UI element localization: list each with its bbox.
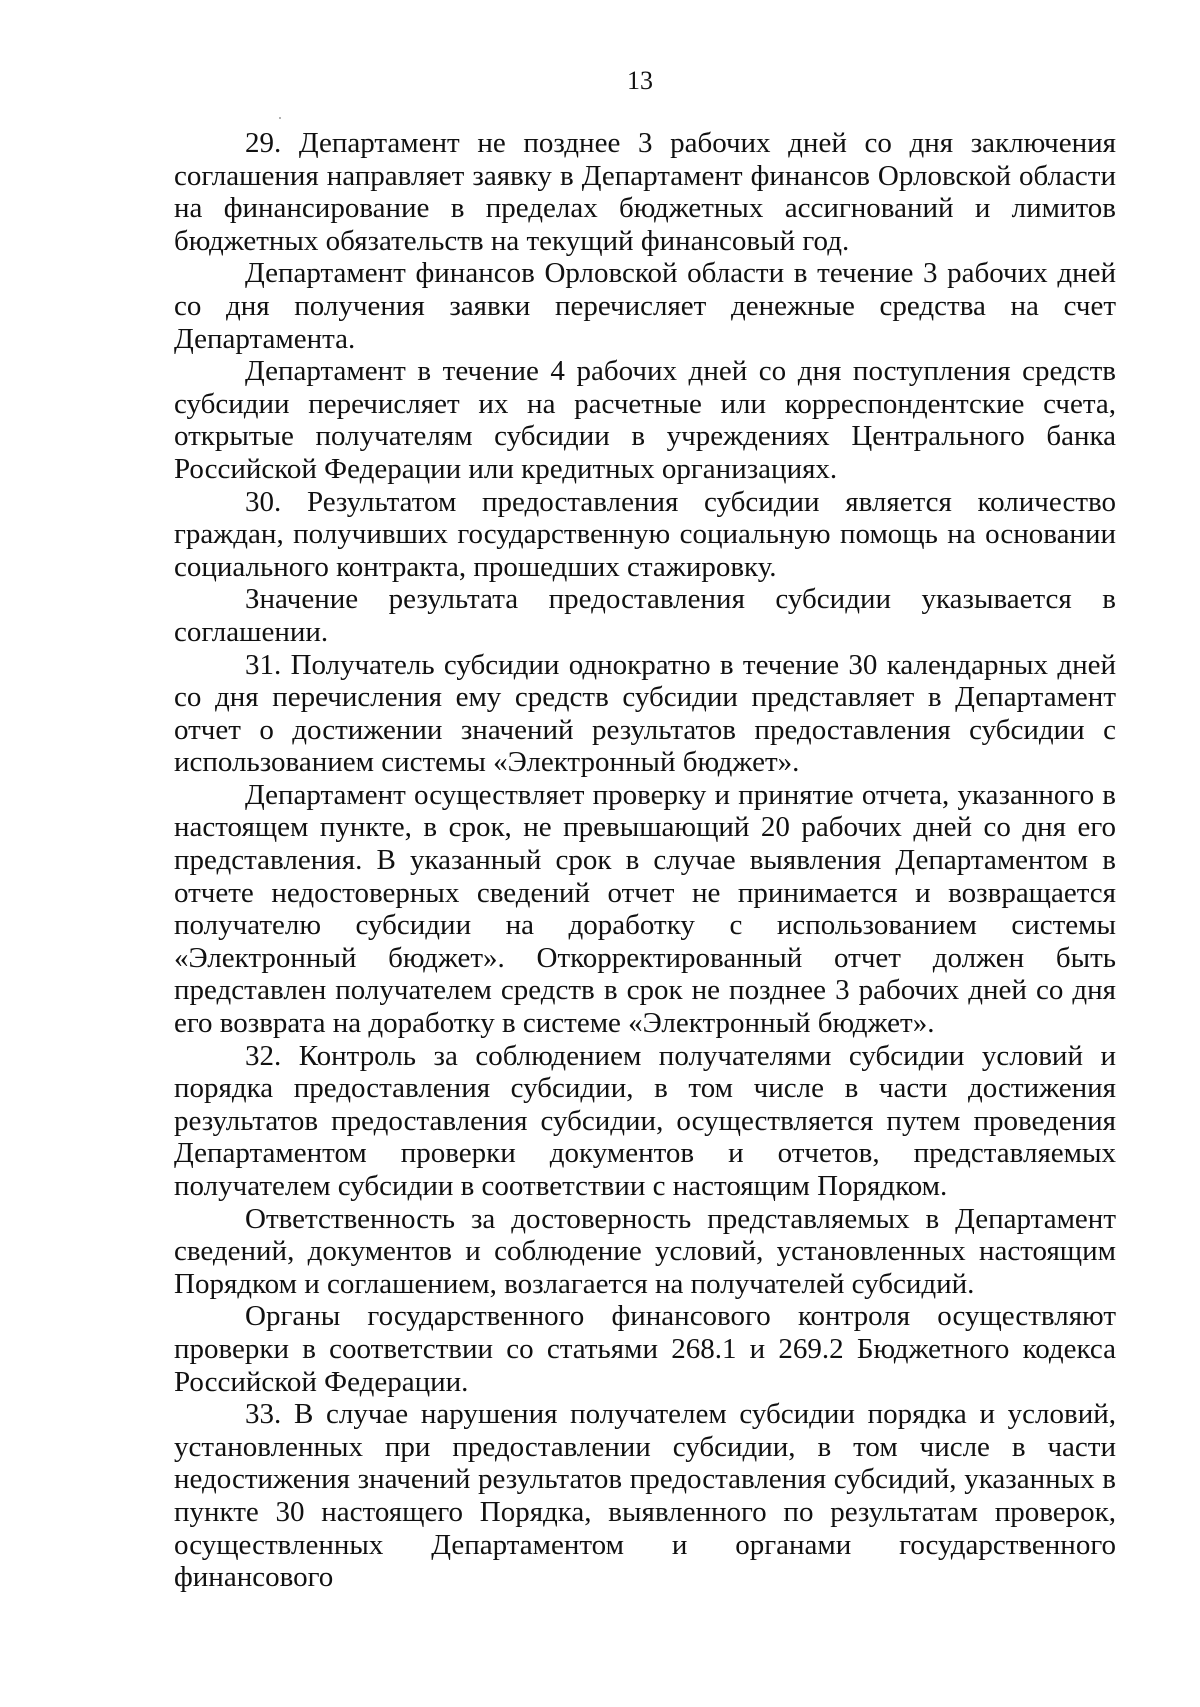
paragraph-31-report-check: Департамент осуществляет проверку и принятие отчета, указанного в настоящем пункте, в срок, не превышающий 20 рабочих дней со дня его представления. В указанный срок в случае выявления Департаментом в отчете недостоверных сведений отчет не принимается и возвращается получателю субсидии на доработку с использованием системы «Электронный бюджет». Откорректированный отчет должен быть представлен получателем средств в срок не позднее 3 рабочих дней со дня его возврата на доработку в системе «Электронный бюджет». [174, 778, 1116, 1040]
paragraph-29-finance-transfer: Департамент финансов Орловской области в течение 3 рабочих дней со дня получения заявки перечисляет денежные средства на счет Департамента. [174, 257, 1116, 355]
paragraph-30: 30. Результатом предоставления субсидии является количество граждан, получивших государственную социальную помощь на основании социального контракта, прошедших стажировку. [174, 485, 1116, 583]
page-number: 13 [627, 66, 653, 95]
scan-speck [279, 117, 281, 119]
paragraph-30-result-value: Значение результата предоставления субсидии указывается в соглашении. [174, 583, 1116, 648]
paragraph-29-subsidy-transfer: Департамент в течение 4 рабочих дней со дня поступления средств субсидии перечисляет их на расчетные или корреспондентские счета, открытые получателям субсидии в учреждениях Центрального банка Российской Федерации или кредитных организациях. [174, 355, 1116, 485]
document-body [174, 127, 1116, 1594]
paragraph-29: 29. Департамент не позднее 3 рабочих дней со дня заключения соглашения направляет заявку в Департамент финансов Орловской области на финансирование в пределах бюджетных ассигнований и лимитов бюджетных обязательств на текущий финансовый год. [174, 127, 1116, 257]
paragraph-32-financial-control: Органы государственного финансового контроля осуществляют проверки в соответствии со статьями 268.1 и 269.2 Бюджетного кодекса Российской Федерации. [174, 1300, 1116, 1398]
paragraph-32-responsibility: Ответственность за достоверность представляемых в Департамент сведений, документов и соблюдение условий, установленных настоящим Порядком и соглашением, возлагается на получателей субсидий. [174, 1202, 1116, 1300]
paragraph-33: 33. В случае нарушения получателем субсидии порядка и условий, установленных при предоставлении субсидии, в том числе в части недостижения значений результатов предоставления субсидий, указанных в пункте 30 настоящего Порядка, выявленного по результатам проверок, осуществленных Департаментом и органами государственного финансового [174, 1398, 1116, 1594]
paragraph-31: 31. Получатель субсидии однократно в течение 30 календарных дней со дня перечисления ему средств субсидии представляет в Департамент отчет о достижении значений результатов предоставления субсидии с использованием системы «Электронный бюджет». [174, 648, 1116, 779]
paragraph-32: 32. Контроль за соблюдением получателями субсидии условий и порядка предоставления субсидии, в том числе в части достижения результатов предоставления субсидии, осуществляется путем проведения Департаментом проверки документов и отчетов, представляемых получателем субсидии в соответствии с настоящим Порядком. [174, 1039, 1116, 1202]
